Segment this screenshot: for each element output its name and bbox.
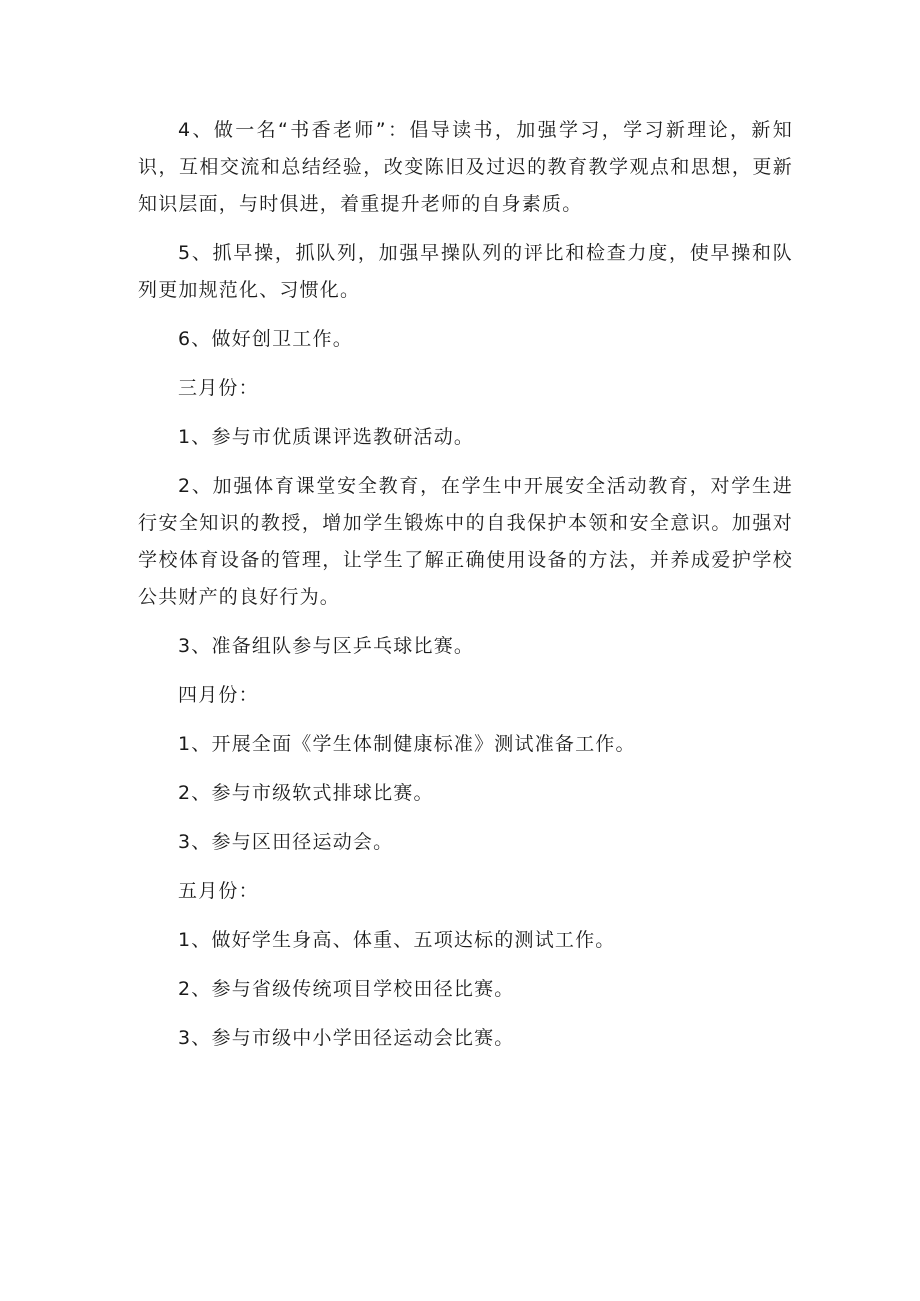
march-item-1: 1、参与市优质课评选教研活动。 [178,426,475,448]
may-item-3: 3、参与市级中小学田径运动会比赛。 [178,1027,515,1049]
paragraph-item-4: 4、做一名“书香老师”：倡导读书，加强学习，学习新理论，新知识，互相交流和总结经验，改变陈旧及过迟的教育教学观点和思想，更新知识层面，与时俱进，着重提升老师的自身素质。 [138,119,793,215]
paragraph-item-6: 6、做好创卫工作。 [178,328,353,350]
may-item-1: 1、做好学生身高、体重、五项达标的测试工作。 [178,929,616,951]
document-page [138,112,793,1069]
march-item-2: 2、加强体育课堂安全教育，在学生中开展安全活动教育，对学生进行安全知识的教授，增加学生锻炼中的自我保护本领和安全意识。加强对学校体育设备的管理，让学生了解正确使用设备的方法，并养成爱护学校公共财产的良好行为。 [138,475,793,608]
april-item-3: 3、参与区田径运动会。 [178,831,394,853]
april-item-2: 2、参与市级软式排球比赛。 [178,782,434,804]
march-item-3: 3、准备组队参与区乒乓球比赛。 [178,635,475,657]
april-item-1: 1、开展全面《学生体制健康标准》测试准备工作。 [178,733,636,755]
section-heading-march: 三月份： [178,377,259,399]
section-heading-april: 四月份： [178,684,259,706]
paragraph-item-5: 5、抓早操，抓队列，加强早操队列的评比和检查力度，使早操和队列更加规范化、习惯化。 [138,242,793,301]
may-item-2: 2、参与省级传统项目学校田径比赛。 [178,978,515,1000]
section-heading-may: 五月份： [178,880,259,902]
